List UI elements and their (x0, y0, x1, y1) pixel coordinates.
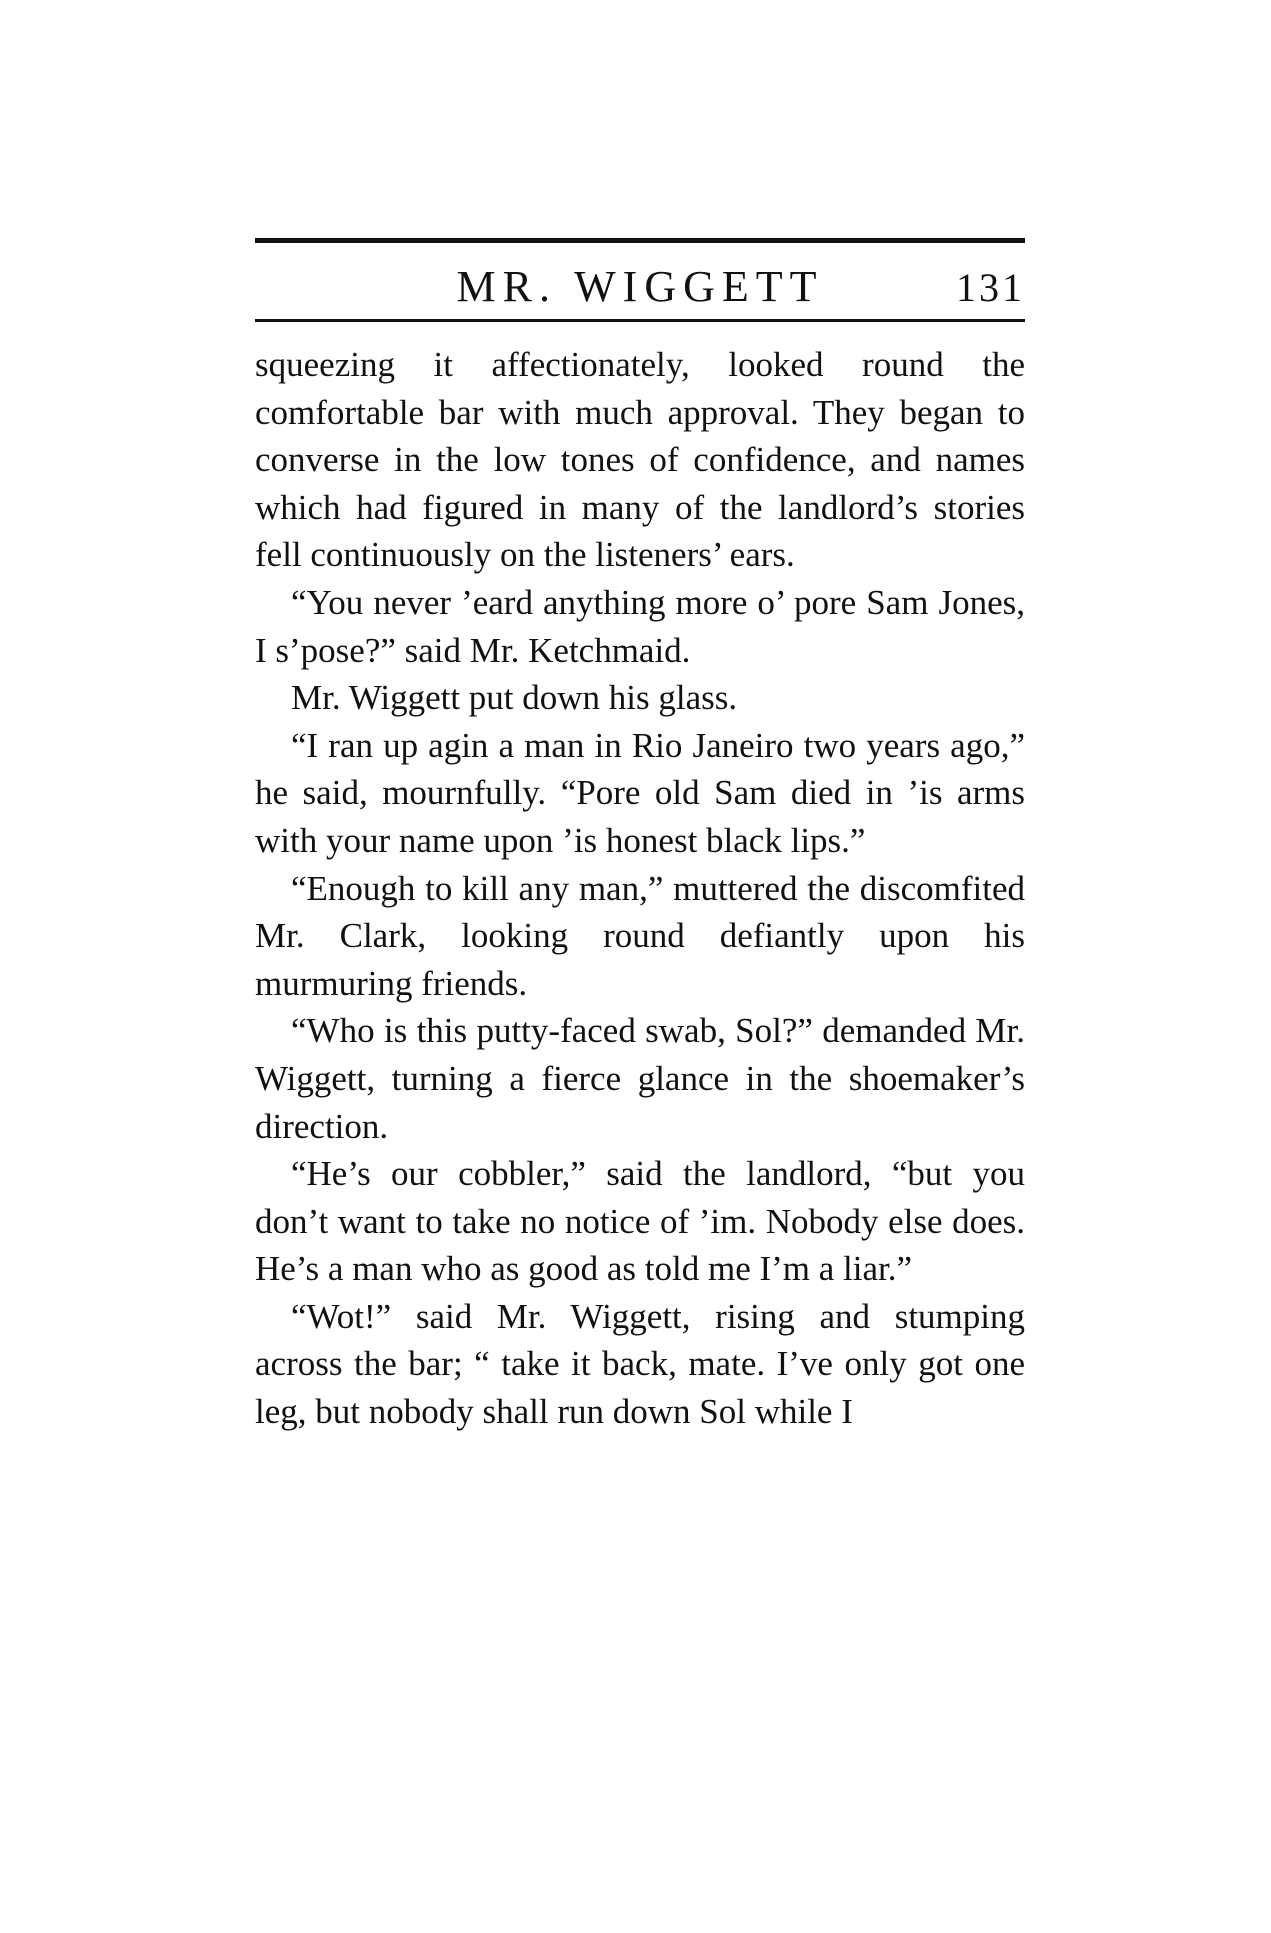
paragraph: “Enough to kill any man,” muttered the discomfited Mr. Clark, looking round defiantly upon his murmuring friends. (255, 868, 1025, 1003)
paragraph: “Wot!” said Mr. Wiggett, rising and stumping across the bar; “ take it back, mate. I’ve only got one leg, but nobody shall run down Sol while I (255, 1296, 1025, 1432)
paragraph: “He’s our cobbler,” said the landlord, “but you don’t want to take no notice of ’im. Nobody else does. He’s a man who as good as told me I’m a liar.” (255, 1154, 1025, 1289)
paragraph: Mr. Wiggett put down his glass. (291, 678, 738, 718)
running-head-title: MR. WIGGETT (456, 262, 824, 311)
paragraph: squeezing it affectionately, looked round the comfortable bar with much approval. They began to converse in the low tones of confidence, and names which had figured in many of the landlord’s stories fell continuously on the listeners’ ears. (255, 345, 1025, 575)
body-text (255, 341, 1025, 1436)
paragraph: “I ran up agin a man in Rio Janeiro two years ago,” he said, mournfully. “Pore old Sam died in ’is arms with your name upon ’is honest black lips.” (255, 725, 1025, 860)
paragraph: “Who is this putty-faced swab, Sol?” demanded Mr. Wiggett, turning a fierce glance in the shoemaker’s direction. (255, 1011, 1025, 1146)
header-bottom-rule (255, 319, 1025, 322)
book-page (255, 238, 1025, 1436)
paragraph: “You never ’eard anything more o’ pore Sam Jones, I s’pose?” said Mr. Ketchmaid. (255, 582, 1025, 670)
running-head (255, 243, 1025, 319)
page-number: 131 (956, 265, 1025, 310)
